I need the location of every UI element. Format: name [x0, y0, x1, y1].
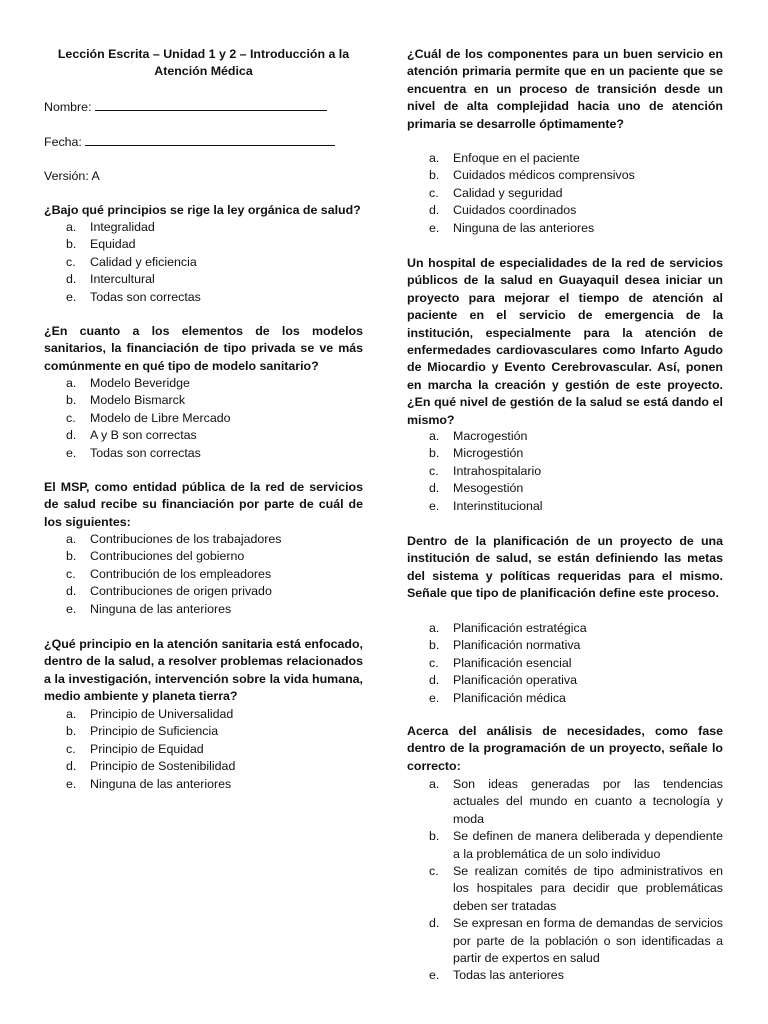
- option-6c[interactable]: [407, 463, 723, 480]
- option-text: A y B son correctas: [90, 428, 197, 443]
- option-4b[interactable]: [44, 723, 363, 740]
- option-letter: b.: [66, 549, 77, 564]
- name-blank-line[interactable]: [95, 98, 327, 111]
- option-text: Calidad y seguridad: [453, 185, 563, 200]
- option-text: Principio de Suficiencia: [90, 724, 219, 739]
- question-2: ¿En cuanto a los elementos de los modelos sanitarios, la financiación de tipo privada se ve más comúnmente en qué tipo de modelo sanitario?: [44, 324, 363, 373]
- option-text: Principio de Sostenibilidad: [90, 759, 236, 774]
- option-text: Microgestión: [453, 446, 524, 461]
- option-letter: a.: [66, 707, 77, 721]
- option-text: Calidad y eficiencia: [90, 254, 197, 269]
- option-letter: d.: [429, 203, 440, 218]
- option-letter: c.: [66, 741, 76, 756]
- option-letter: c.: [66, 254, 76, 269]
- option-letter: d.: [66, 272, 77, 287]
- option-3c[interactable]: [44, 566, 363, 583]
- option-text: Se definen de manera deliberada y dependiente a la problemática de un solo individuo: [453, 829, 723, 861]
- date-field[interactable]: [44, 133, 363, 151]
- question-1: ¿Bajo qué principios se rige la ley orgánica de salud?: [44, 203, 361, 217]
- option-text: Todas las anteriores: [453, 968, 564, 983]
- option-4e[interactable]: [44, 776, 363, 793]
- option-letter: a.: [429, 429, 440, 443]
- option-text: Cuidados coordinados: [453, 203, 577, 218]
- option-letter: a.: [66, 376, 77, 390]
- question-7: Dentro de la planificación de un proyecto de una institución de salud, se están definiendo las metas del sistema y políticas requeridas para el mismo. Señale que tipo de planificación define este proceso.: [407, 534, 723, 601]
- title-line-2: Atención Médica: [154, 64, 253, 79]
- option-letter: e.: [429, 968, 440, 983]
- option-6a[interactable]: [407, 428, 723, 445]
- option-letter: e.: [66, 601, 77, 616]
- option-letter: b.: [429, 446, 440, 461]
- option-text: Principio de Equidad: [90, 741, 204, 756]
- option-letter: b.: [429, 829, 440, 844]
- option-2a[interactable]: [44, 375, 363, 392]
- option-text: Contribuciones de origen privado: [90, 584, 272, 599]
- option-text: Contribuciones de los trabajadores: [90, 532, 282, 546]
- option-letter: e.: [66, 776, 77, 791]
- option-letter: e.: [66, 445, 77, 460]
- option-letter: c.: [66, 410, 76, 425]
- question-6: Un hospital de especialidades de la red de servicios públicos de la salud en Guayaquil desea iniciar un proyecto para mejorar el tiempo de atención al paciente en el servicio de emergencia de la institución, especialmente para la atención de enfermedades cardiovasculares como Infarto Agudo de Miocardio y Evento Cerebrovascular. Así, ponen en marcha la creación y gestión de este proyecto. ¿En qué nivel de gestión de la salud se está dando el mismo?: [407, 256, 723, 427]
- question-5: ¿Cuál de los componentes para un buen servicio en atención primaria permite que en un paciente que se encuentra en un proceso de transición desde un nivel de alta complejidad hacia uno de atención primaria se desarrolle óptimamente?: [407, 47, 723, 131]
- name-field[interactable]: [44, 98, 363, 116]
- option-8e[interactable]: [407, 967, 723, 984]
- option-1a[interactable]: [44, 219, 363, 236]
- option-text: Principio de Universalidad: [90, 707, 234, 721]
- option-text: Macrogestión: [453, 429, 528, 443]
- option-4a[interactable]: [44, 706, 363, 723]
- question-5-options: [407, 150, 723, 237]
- option-letter: c.: [66, 566, 76, 581]
- option-letter: a.: [66, 532, 77, 546]
- question-3: El MSP, como entidad pública de la red de servicios de salud recibe su financiación por parte de cuál de los siguientes:: [44, 480, 363, 529]
- name-label: Nombre:: [44, 100, 92, 114]
- option-letter: c.: [429, 864, 439, 879]
- option-text: Modelo Bismarck: [90, 393, 186, 408]
- option-5e[interactable]: [407, 220, 723, 237]
- option-letter: a.: [429, 151, 440, 165]
- option-letter: d.: [66, 428, 77, 443]
- option-1d[interactable]: [44, 271, 363, 288]
- option-text: Planificación esencial: [453, 655, 572, 670]
- option-4d[interactable]: [44, 758, 363, 775]
- option-letter: a.: [429, 777, 440, 791]
- option-text: Planificación normativa: [453, 638, 581, 653]
- option-letter: b.: [66, 724, 77, 739]
- option-text: Intrahospitalario: [453, 463, 542, 478]
- option-6e[interactable]: [407, 498, 723, 515]
- option-7c[interactable]: [407, 655, 723, 672]
- option-letter: a.: [66, 220, 77, 234]
- option-7b[interactable]: [407, 637, 723, 654]
- option-8a[interactable]: [407, 776, 723, 828]
- option-letter: d.: [429, 673, 440, 688]
- option-5a[interactable]: [407, 150, 723, 167]
- option-text: Ninguna de las anteriores: [90, 776, 232, 791]
- option-letter: e.: [429, 690, 440, 705]
- option-text: Mesogestión: [453, 481, 524, 496]
- date-label: Fecha:: [44, 135, 82, 149]
- option-letter: e.: [429, 498, 440, 513]
- question-1-options: [44, 219, 363, 306]
- option-2b[interactable]: [44, 392, 363, 409]
- option-text: Son ideas generadas por las tendencias actuales del mundo en cuanto a tecnología y moda: [453, 777, 723, 826]
- option-letter: c.: [429, 185, 439, 200]
- option-1e[interactable]: [44, 289, 363, 306]
- option-text: Todas son correctas: [90, 289, 201, 304]
- exam-title: [44, 46, 363, 81]
- option-text: Todas son correctas: [90, 445, 201, 460]
- question-3-options: [44, 531, 363, 618]
- option-letter: e.: [429, 220, 440, 235]
- title-line-1: Lección Escrita – Unidad 1 y 2 – Introducción a la: [57, 47, 350, 61]
- option-text: Intercultural: [90, 272, 155, 287]
- question-7-options: [407, 620, 723, 707]
- option-4c[interactable]: [44, 741, 363, 758]
- option-letter: b.: [429, 638, 440, 653]
- option-7d[interactable]: [407, 672, 723, 689]
- option-text: Planificación médica: [453, 690, 566, 705]
- option-letter: c.: [429, 463, 439, 478]
- option-text: Ninguna de las anteriores: [453, 220, 595, 235]
- option-7a[interactable]: [407, 620, 723, 637]
- option-3e[interactable]: [44, 601, 363, 618]
- option-text: Enfoque en el paciente: [453, 151, 580, 165]
- option-letter: b.: [66, 237, 77, 252]
- option-letter: a.: [429, 621, 440, 635]
- date-blank-line[interactable]: [85, 133, 335, 146]
- option-8b[interactable]: [407, 828, 723, 863]
- option-5b[interactable]: [407, 167, 723, 184]
- version-text: Versión: A: [44, 169, 100, 183]
- option-text: Integralidad: [90, 220, 155, 234]
- option-letter: d.: [66, 584, 77, 599]
- option-1c[interactable]: [44, 254, 363, 271]
- question-2-options: [44, 375, 363, 462]
- option-text: Modelo de Libre Mercado: [90, 410, 231, 425]
- option-5d[interactable]: [407, 202, 723, 219]
- question-8: Acerca del análisis de necesidades, como fase dentro de la programación de un proyecto, señale lo correcto:: [407, 724, 723, 773]
- option-letter: c.: [429, 655, 439, 670]
- question-4: ¿Qué principio en la atención sanitaria está enfocado, dentro de la salud, a resolver problemas relacionados a la investigación, intervención sobre la vida humana, medio ambiente y planeta tierra?: [44, 637, 363, 704]
- question-8-options: [407, 776, 723, 985]
- option-6d[interactable]: [407, 480, 723, 497]
- option-text: Modelo Beveridge: [90, 376, 190, 390]
- option-text: Planificación operativa: [453, 673, 577, 688]
- option-3d[interactable]: [44, 583, 363, 600]
- option-text: Interinstitucional: [453, 498, 543, 513]
- option-text: Cuidados médicos comprensivos: [453, 168, 635, 183]
- option-letter: d.: [429, 916, 440, 931]
- option-3a[interactable]: [44, 531, 363, 548]
- option-letter: e.: [66, 289, 77, 304]
- option-text: Se realizan comités de tipo administrativos en los hospitales para decidir que problemáticas deben ser tratadas: [453, 864, 723, 913]
- option-letter: d.: [429, 481, 440, 496]
- option-7e[interactable]: [407, 690, 723, 707]
- option-8d[interactable]: [407, 915, 723, 967]
- option-text: Planificación estratégica: [453, 621, 587, 635]
- option-2d[interactable]: [44, 427, 363, 444]
- option-1b[interactable]: [44, 236, 363, 253]
- option-5c[interactable]: [407, 185, 723, 202]
- option-text: Se expresan en forma de demandas de servicios por parte de la población o son identificadas a partir de expertos en salud: [453, 916, 723, 966]
- option-text: Equidad: [90, 237, 136, 252]
- option-letter: b.: [66, 393, 77, 408]
- question-4-options: [44, 706, 363, 793]
- option-text: Contribuciones del gobierno: [90, 549, 245, 564]
- option-letter: d.: [66, 759, 77, 774]
- option-text: Ninguna de las anteriores: [90, 601, 232, 616]
- option-8c[interactable]: [407, 863, 723, 915]
- option-text: Contribución de los empleadores: [90, 566, 272, 581]
- option-3b[interactable]: [44, 548, 363, 565]
- option-2e[interactable]: [44, 445, 363, 462]
- question-6-options: [407, 428, 723, 515]
- option-2c[interactable]: [44, 410, 363, 427]
- option-letter: b.: [429, 168, 440, 183]
- option-6b[interactable]: [407, 445, 723, 462]
